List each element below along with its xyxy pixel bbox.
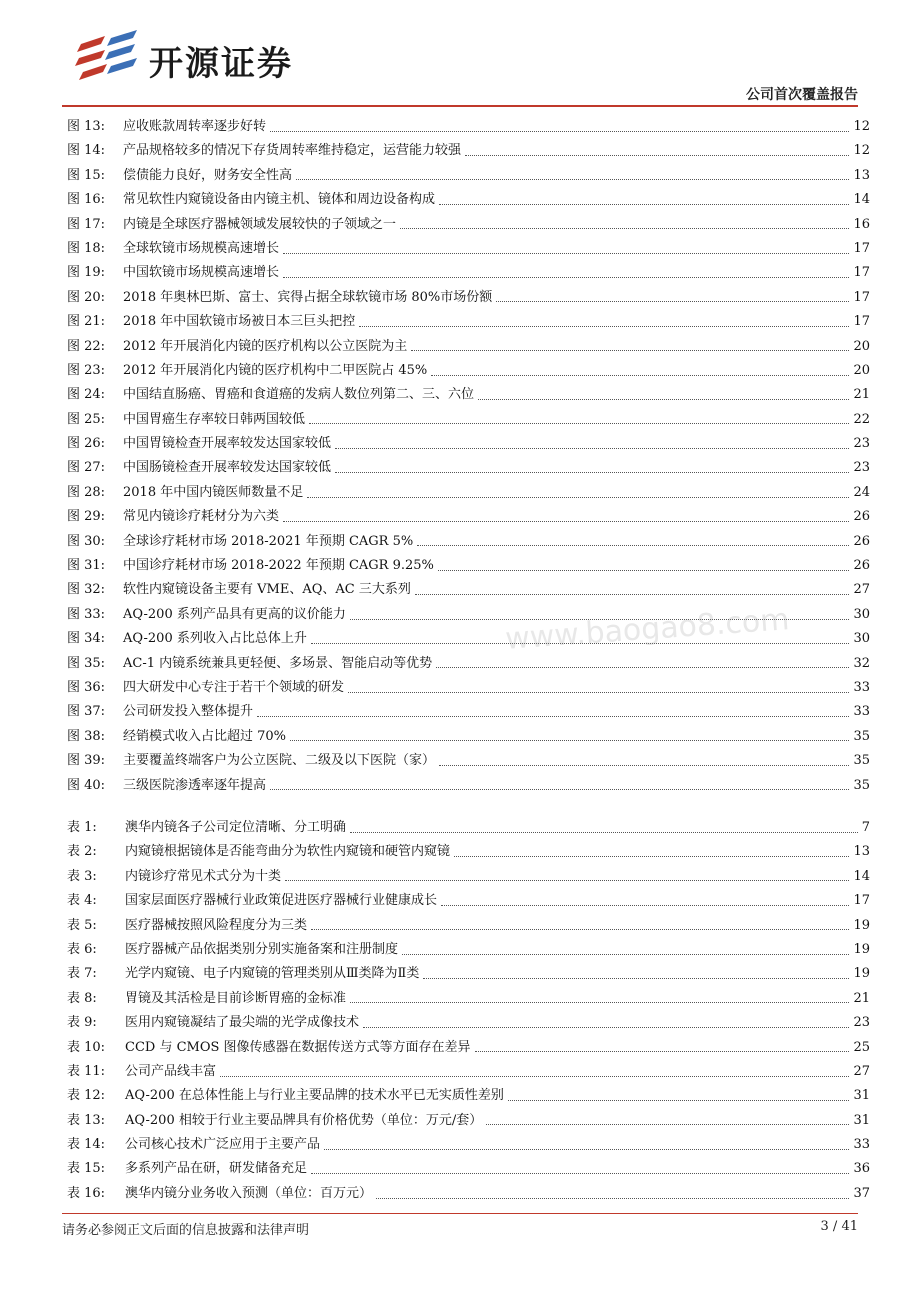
figure-index-row[interactable] <box>67 188 870 212</box>
figure-index-row[interactable] <box>67 432 870 456</box>
dot-leader <box>431 375 849 376</box>
footer-disclaimer: 请务必参阅正文后面的信息披露和法律声明 <box>62 1223 310 1238</box>
entry-title: 内窥镜根据镜体是否能弯曲分为软性内窥镜和硬管内窥镜 <box>125 844 451 860</box>
figure-index-row[interactable] <box>67 456 870 480</box>
dot-leader <box>311 1173 849 1174</box>
entry-title: 医疗器械按照风险程度分为三类 <box>125 917 308 933</box>
entry-number: 图 23: <box>67 362 106 378</box>
dot-leader <box>478 399 849 400</box>
dot-leader <box>475 1051 850 1052</box>
dot-leader <box>257 716 849 717</box>
dot-leader <box>363 1027 849 1028</box>
dot-leader <box>400 228 849 229</box>
entry-number: 图 20: <box>67 289 106 305</box>
entry-number: 图 32: <box>67 582 106 598</box>
entry-number: 表 5: <box>67 917 97 933</box>
entry-page-number: 35 <box>853 777 870 793</box>
entry-number: 图 39: <box>67 753 106 769</box>
entry-page-number: 19 <box>853 966 870 982</box>
dot-leader <box>496 301 849 302</box>
dot-leader <box>348 692 849 693</box>
watermark: www.baogao8.com <box>504 602 791 657</box>
entry-number: 图 13: <box>67 119 106 134</box>
entry-number: 图 35: <box>67 655 106 671</box>
entry-title: 光学内窥镜、电子内窥镜的管理类别从Ⅲ类降为Ⅱ类 <box>125 966 420 982</box>
dot-leader <box>324 1149 849 1150</box>
dot-leader <box>439 765 849 766</box>
dot-leader <box>436 667 849 668</box>
figure-index-row[interactable] <box>67 676 870 700</box>
entry-number: 图 15: <box>67 167 106 183</box>
entry-page-number: 17 <box>853 240 870 256</box>
entry-title: 2018 年奥林巴斯、富士、宾得占据全球软镜市场 80%市场份额 <box>123 289 493 305</box>
entry-title: 经销模式收入占比超过 70% <box>123 728 287 744</box>
table-index-row[interactable] <box>67 938 870 962</box>
entry-title: 国家层面医疗器械行业政策促进医疗器械行业健康成长 <box>125 893 438 909</box>
entry-number: 表 16: <box>67 1185 106 1201</box>
figure-index-row[interactable] <box>67 530 870 554</box>
entry-page-number: 23 <box>853 1015 870 1031</box>
entry-title: 常见内镜诊疗耗材分为六类 <box>123 509 280 525</box>
entry-title: 中国结直肠癌、胃癌和食道癌的发病人数位列第二、三、六位 <box>123 387 475 403</box>
entry-number: 图 26: <box>67 436 106 452</box>
entry-page-number: 7 <box>861 820 870 835</box>
figure-index-row[interactable] <box>67 774 870 798</box>
figure-index-row[interactable] <box>67 164 870 188</box>
dot-leader <box>311 929 849 930</box>
figure-index-row[interactable] <box>67 725 870 749</box>
entry-number: 图 40: <box>67 777 106 793</box>
entry-title: 软性内窥镜设备主要有 VME、AQ、AC 三大系列 <box>123 582 411 598</box>
entry-number: 图 19: <box>67 265 106 281</box>
entry-title: 内镜诊疗常见术式分为十类 <box>125 868 282 884</box>
entry-title: 公司研发投入整体提升 <box>123 704 254 720</box>
dot-leader <box>270 131 849 132</box>
dot-leader <box>438 570 850 571</box>
page-header <box>0 0 920 105</box>
entry-number: 表 9: <box>67 1015 97 1031</box>
figure-index-row[interactable] <box>67 139 870 163</box>
entry-number: 表 6: <box>67 941 97 957</box>
entry-page-number: 13 <box>853 167 870 183</box>
table-index-row[interactable] <box>67 1109 870 1133</box>
entry-page-number: 33 <box>853 704 870 720</box>
figure-index-row[interactable] <box>67 652 870 676</box>
figure-index-row[interactable] <box>67 749 870 773</box>
entry-page-number: 19 <box>853 917 870 933</box>
entry-number: 图 16: <box>67 192 106 208</box>
figure-index-row[interactable] <box>67 115 870 139</box>
entry-page-number: 19 <box>853 941 870 957</box>
dot-leader <box>423 978 849 979</box>
entry-title: 三级医院渗透率逐年提高 <box>123 777 267 793</box>
entry-page-number: 37 <box>853 1185 870 1201</box>
table-index-row[interactable] <box>67 889 870 913</box>
dot-leader <box>415 594 850 595</box>
entry-page-number: 17 <box>853 289 870 305</box>
entry-title: 中国诊疗耗材市场 2018-2022 年预期 CAGR 9.25% <box>123 558 434 574</box>
entry-title: 2012 年开展消化内镜的医疗机构中二甲医院占 45% <box>123 362 428 378</box>
dot-leader <box>335 472 849 473</box>
table-index-list <box>67 816 870 1206</box>
entry-title: 医用内窥镜凝结了最尖端的光学成像技术 <box>125 1015 360 1031</box>
entry-number: 表 12: <box>67 1088 106 1104</box>
entry-title: 澳华内镜分业务收入预测（单位：百万元） <box>125 1185 373 1201</box>
entry-page-number: 13 <box>853 844 870 860</box>
entry-title: 四大研发中心专注于若干个领域的研发 <box>123 679 345 695</box>
entry-number: 表 1: <box>67 820 97 835</box>
dot-leader <box>417 545 849 546</box>
entry-title: 医疗器械产品依据类别分别实施备案和注册制度 <box>125 941 399 957</box>
entry-title: 澳华内镜各子公司定位清晰、分工明确 <box>125 820 347 835</box>
figure-index-list <box>67 115 870 798</box>
entry-page-number: 14 <box>853 192 870 208</box>
table-index-row[interactable] <box>67 962 870 986</box>
entry-page-number: 23 <box>853 436 870 452</box>
entry-title: 2018 年中国软镜市场被日本三巨头把控 <box>123 314 356 330</box>
dot-leader <box>486 1124 849 1125</box>
entry-page-number: 20 <box>853 362 870 378</box>
entry-title: AQ-200 在总体性能上与行业主要品牌的技术水平已无实质性差别 <box>125 1088 504 1104</box>
dot-leader <box>290 740 849 741</box>
figure-index-row[interactable] <box>67 335 870 359</box>
table-index-row[interactable] <box>67 914 870 938</box>
figure-index-row[interactable] <box>67 261 870 285</box>
entry-number: 图 18: <box>67 240 106 256</box>
figure-index-row[interactable] <box>67 700 870 724</box>
dot-leader <box>285 880 849 881</box>
entry-page-number: 12 <box>853 119 870 134</box>
dot-leader <box>465 155 849 156</box>
table-index-row[interactable] <box>67 1182 870 1206</box>
figure-index-row[interactable] <box>67 408 870 432</box>
entry-number: 图 25: <box>67 411 106 427</box>
entry-number: 图 36: <box>67 679 106 695</box>
dot-leader <box>508 1100 850 1101</box>
entry-number: 表 8: <box>67 990 97 1006</box>
entry-page-number: 31 <box>853 1088 870 1104</box>
table-index-row[interactable] <box>67 840 870 864</box>
entry-number: 表 4: <box>67 893 97 909</box>
entry-page-number: 20 <box>853 338 870 354</box>
entry-page-number: 33 <box>853 1137 870 1153</box>
dot-leader <box>376 1198 849 1199</box>
entry-number: 图 37: <box>67 704 106 720</box>
dot-leader <box>283 253 849 254</box>
entry-page-number: 35 <box>853 753 870 769</box>
entry-page-number: 21 <box>853 387 870 403</box>
figure-index-row[interactable] <box>67 310 870 334</box>
entry-page-number: 27 <box>853 582 870 598</box>
entry-title: 中国胃癌生存率较日韩两国较低 <box>123 411 306 427</box>
entry-number: 图 31: <box>67 558 106 574</box>
entry-title: 2018 年中国内镜医师数量不足 <box>123 484 304 500</box>
figure-index-row[interactable] <box>67 554 870 578</box>
entry-page-number: 26 <box>853 558 870 574</box>
dot-leader <box>441 905 849 906</box>
dot-leader <box>220 1076 849 1077</box>
entry-page-number: 26 <box>853 533 870 549</box>
entry-page-number: 25 <box>853 1039 870 1055</box>
figure-index-row[interactable] <box>67 213 870 237</box>
entry-number: 表 11: <box>67 1063 106 1079</box>
dot-leader <box>454 856 849 857</box>
entry-page-number: 26 <box>853 509 870 525</box>
entry-page-number: 17 <box>853 265 870 281</box>
entry-page-number: 14 <box>853 868 870 884</box>
table-index-row[interactable] <box>67 1011 870 1035</box>
dot-leader <box>335 448 849 449</box>
table-index-row[interactable] <box>67 1133 870 1157</box>
entry-title: 内镜是全球医疗器械领域发展较快的子领域之一 <box>123 216 397 232</box>
entry-page-number: 22 <box>853 411 870 427</box>
dot-leader <box>402 954 849 955</box>
header-divider <box>62 105 858 107</box>
dot-leader <box>411 350 849 351</box>
entry-number: 图 21: <box>67 314 106 330</box>
report-type-label: 公司首次覆盖报告 <box>746 87 858 103</box>
footer-divider <box>62 1213 858 1214</box>
entry-title: AQ-200 相较于行业主要品牌具有价格优势（单位：万元/套） <box>125 1112 483 1128</box>
entry-title: AQ-200 系列收入占比总体上升 <box>123 631 307 647</box>
dot-leader <box>350 832 858 833</box>
entry-page-number: 12 <box>853 143 870 159</box>
dot-leader <box>439 204 849 205</box>
entry-title: 公司核心技术广泛应用于主要产品 <box>125 1137 321 1153</box>
entry-title: AQ-200 系列产品具有更高的议价能力 <box>123 606 346 622</box>
page-number: 3 / 41 <box>820 1219 858 1234</box>
entry-number: 图 29: <box>67 509 106 525</box>
table-index-row[interactable] <box>67 1060 870 1084</box>
entry-page-number: 32 <box>853 655 870 671</box>
entry-title: 中国软镜市场规模高速增长 <box>123 265 280 281</box>
entry-page-number: 16 <box>853 216 870 232</box>
entry-number: 表 7: <box>67 966 97 982</box>
entry-number: 表 15: <box>67 1161 106 1177</box>
table-index-row[interactable] <box>67 1084 870 1108</box>
entry-number: 图 28: <box>67 484 106 500</box>
figure-index-row[interactable] <box>67 359 870 383</box>
entry-page-number: 35 <box>853 728 870 744</box>
entry-title: 全球诊疗耗材市场 2018-2021 年预期 CAGR 5% <box>123 533 414 549</box>
entry-number: 表 13: <box>67 1112 106 1128</box>
entry-page-number: 17 <box>853 314 870 330</box>
table-index-row[interactable] <box>67 816 870 840</box>
table-index-row[interactable] <box>67 1036 870 1060</box>
entry-number: 图 22: <box>67 338 106 354</box>
entry-number: 表 2: <box>67 844 97 860</box>
entry-number: 表 14: <box>67 1137 106 1153</box>
figure-index-row[interactable] <box>67 505 870 529</box>
entry-number: 图 34: <box>67 631 106 647</box>
entry-page-number: 24 <box>853 484 870 500</box>
entry-title: 多系列产品在研，研发储备充足 <box>125 1161 308 1177</box>
dot-leader <box>296 179 849 180</box>
table-index-row[interactable] <box>67 865 870 889</box>
entry-title: CCD 与 CMOS 图像传感器在数据传送方式等方面存在差异 <box>125 1039 471 1055</box>
dot-leader <box>307 497 849 498</box>
dot-leader <box>309 423 849 424</box>
company-logo <box>75 30 335 86</box>
entry-title: 产品规格较多的情况下存货周转率维持稳定，运营能力较强 <box>123 143 462 159</box>
entry-title: 偿债能力良好，财务安全性高 <box>123 167 293 183</box>
entry-title: 中国肠镜检查开展率较发达国家较低 <box>123 460 332 476</box>
dot-leader <box>350 1002 849 1003</box>
entry-number: 表 10: <box>67 1039 106 1055</box>
figure-index-row[interactable] <box>67 237 870 261</box>
dot-leader <box>283 521 849 522</box>
entry-title: 公司产品线丰富 <box>125 1063 217 1079</box>
figure-index-row[interactable] <box>67 383 870 407</box>
entry-number: 图 27: <box>67 460 106 476</box>
entry-title: 应收账款周转率逐步好转 <box>123 119 267 134</box>
entry-number: 表 3: <box>67 868 97 884</box>
figure-index-row[interactable] <box>67 286 870 310</box>
entry-number: 图 38: <box>67 728 106 744</box>
logo-mark-icon <box>75 30 145 86</box>
entry-page-number: 30 <box>853 606 870 622</box>
entry-page-number: 30 <box>853 631 870 647</box>
entry-page-number: 21 <box>853 990 870 1006</box>
entry-title: 中国胃镜检查开展率较发达国家较低 <box>123 436 332 452</box>
entry-title: 2012 年开展消化内镜的医疗机构以公立医院为主 <box>123 338 408 354</box>
entry-title: 主要覆盖终端客户为公立医院、二级及以下医院（家） <box>123 753 436 769</box>
entry-number: 图 30: <box>67 533 106 549</box>
figure-index-row[interactable] <box>67 481 870 505</box>
entry-title: 胃镜及其活检是目前诊断胃癌的金标准 <box>125 990 347 1006</box>
entry-page-number: 17 <box>853 893 870 909</box>
entry-title: AC-1 内镜系统兼具更轻便、多场景、智能启动等优势 <box>123 655 433 671</box>
entry-number: 图 33: <box>67 606 106 622</box>
entry-page-number: 33 <box>853 679 870 695</box>
entry-number: 图 14: <box>67 143 106 159</box>
entry-number: 图 17: <box>67 216 106 232</box>
dot-leader <box>283 277 849 278</box>
figure-index-row[interactable] <box>67 578 870 602</box>
entry-title: 常见软性内窥镜设备由内镜主机、镜体和周边设备构成 <box>123 192 436 208</box>
entry-page-number: 23 <box>853 460 870 476</box>
table-index-row[interactable] <box>67 1157 870 1181</box>
dot-leader <box>270 789 849 790</box>
entry-title: 全球软镜市场规模高速增长 <box>123 240 280 256</box>
logo-text: 开源证券 <box>149 44 293 84</box>
entry-page-number: 31 <box>853 1112 870 1128</box>
dot-leader <box>359 326 849 327</box>
entry-page-number: 36 <box>853 1161 870 1177</box>
entry-page-number: 27 <box>853 1063 870 1079</box>
table-index-row[interactable] <box>67 987 870 1011</box>
entry-number: 图 24: <box>67 387 106 403</box>
